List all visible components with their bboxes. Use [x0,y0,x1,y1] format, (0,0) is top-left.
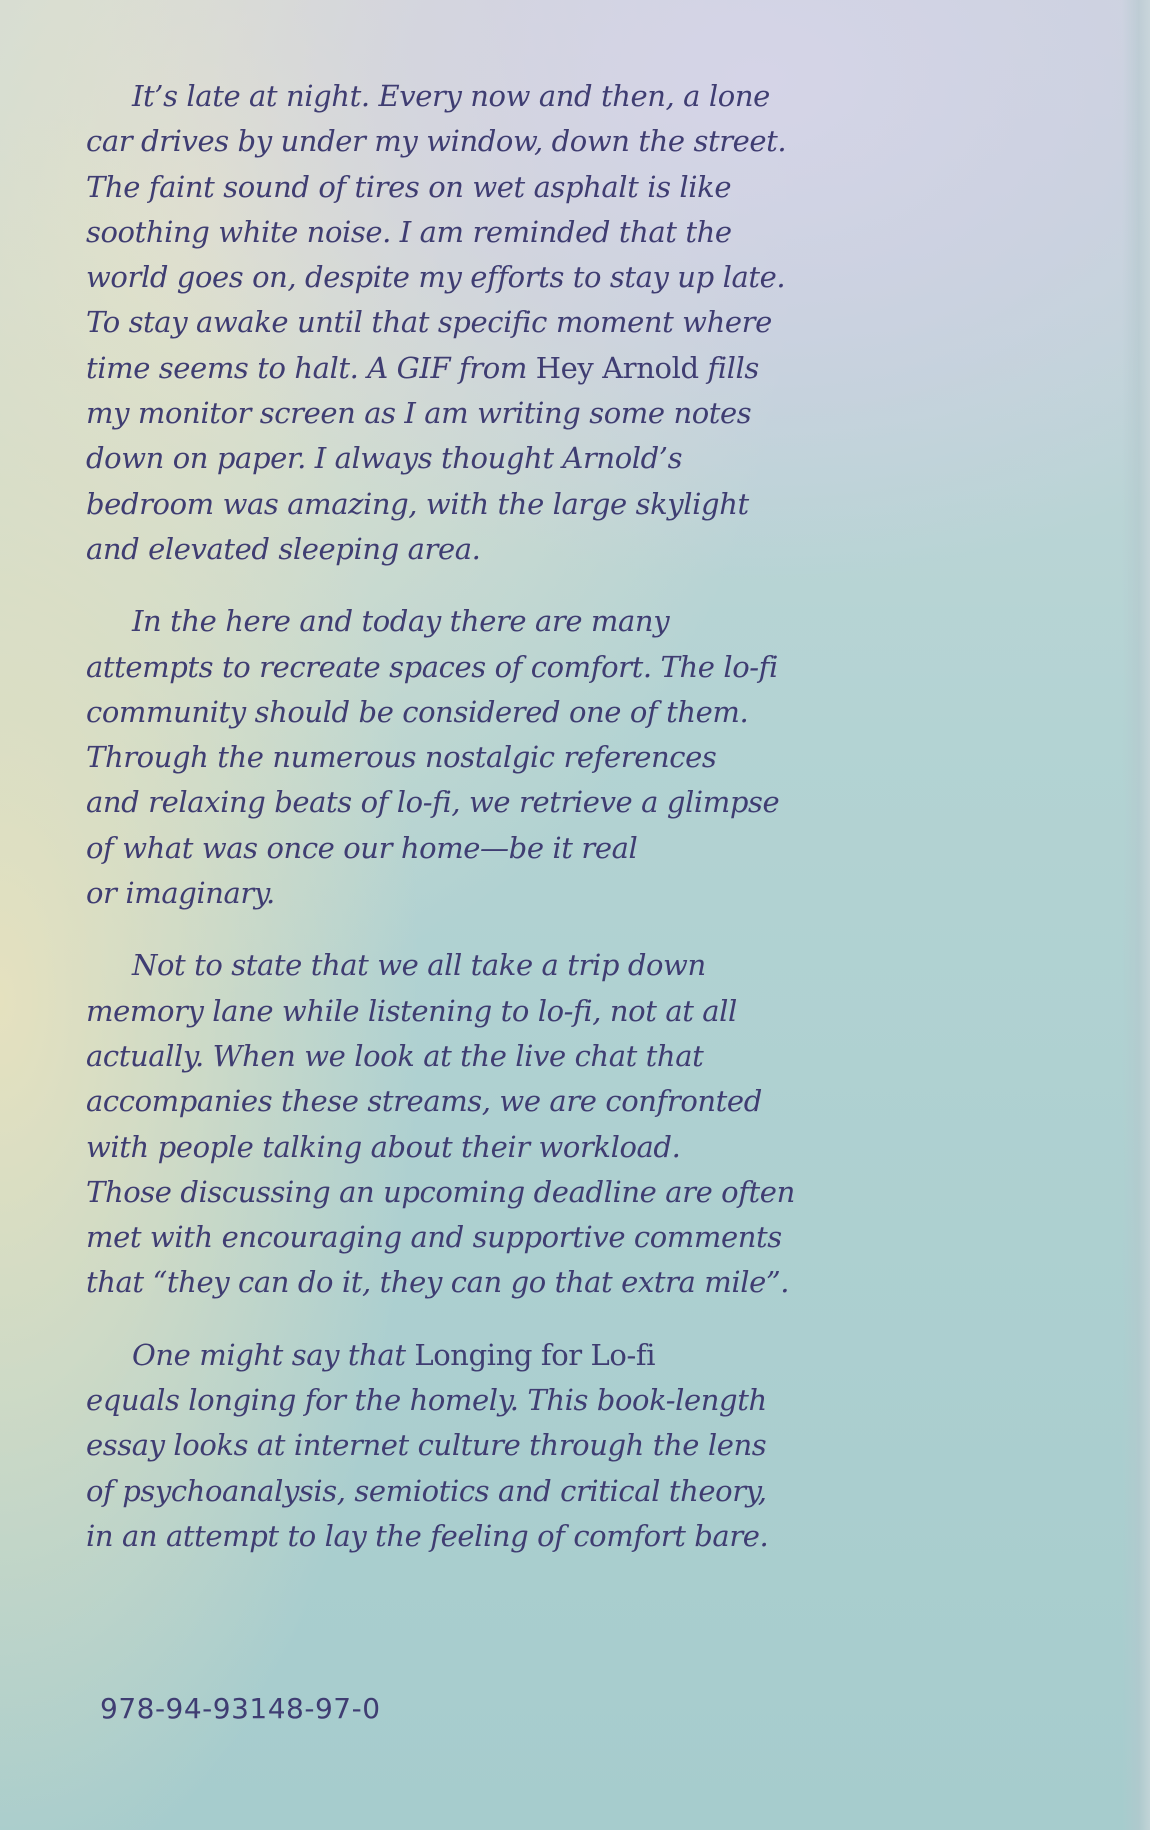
text-line: One might say that Longing for Lo-fi [132,1337,656,1372]
text-line: of what was once our home—be it real [86,830,638,865]
text-line: my monitor screen as I am writing some notes [86,396,752,431]
text-line: attempts to recreate spaces of comfort. The lo-fi [86,649,778,684]
text-line: equals longing for the homely. This book-length [86,1383,767,1418]
text-line: To stay awake until that specific moment where [86,305,772,340]
text-line: Through the numerous nostalgic references [86,740,717,775]
text-line: It’s late at night. Every now and then, a lone [132,79,770,113]
text-line: accompanies these streams, we are confronted [86,1084,762,1119]
title-reference: Longing for Lo-fi [414,1337,656,1372]
blurb-paragraph [86,943,846,1305]
blurb-paragraph [86,1333,846,1559]
text-line: that “they can do it, they can go that extra mile”. [86,1265,790,1300]
text-line: world goes on, despite my efforts to stay up late. [86,260,786,295]
text-line: and elevated sleeping area. [86,531,481,566]
text-line: in an attempt to lay the feeling of comfort bare. [86,1518,769,1553]
text-line: Not to state that we all take a trip down [132,948,706,983]
text-line: met with encouraging and supportive comments [86,1220,782,1255]
text-line: time seems to halt. A GIF from Hey Arnold fills [86,350,759,385]
title-reference: Hey Arnold [535,350,699,385]
text-line: car drives by under my window, down the street. [86,124,787,159]
text-line: essay looks at internet culture through the lens [86,1428,767,1463]
text-line: The faint sound of tires on wet asphalt is like [86,169,732,204]
text-line: bedroom was amazing, with the large skylight [86,486,749,521]
text-line: and relaxing beats of lo-fi, we retrieve a glimpse [86,785,780,820]
blurb-paragraph [86,74,846,572]
text-line: with people talking about their workload. [86,1129,681,1164]
text-line: Those discussing an upcoming deadline are often [86,1174,795,1209]
text-line: or imaginary. [86,876,275,911]
text-line: In the here and today there are many [132,604,670,639]
isbn-number: 978-94-93148-97-0 [100,1692,381,1725]
text-line: actually. When we look at the live chat that [86,1038,704,1073]
text-line: memory lane while listening to lo-fi, not at all [86,993,737,1028]
blurb-paragraph [86,599,846,916]
text-line: down on paper. I always thought Arnold’s [86,441,683,476]
text-line: community should be considered one of them. [86,694,749,729]
text-line: soothing white noise. I am reminded that the [86,214,732,249]
blurb-text [86,74,846,1586]
text-line: of psychoanalysis, semiotics and critical theory, [86,1473,767,1508]
